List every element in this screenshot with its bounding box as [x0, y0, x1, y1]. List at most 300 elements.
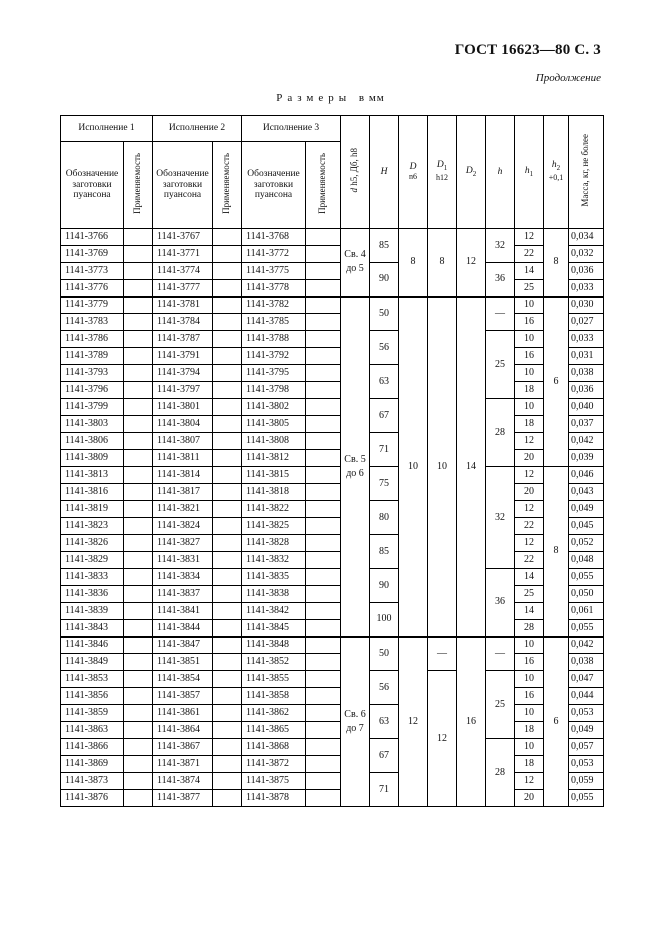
cell-code-ispolnenie-1: 1141-3776	[61, 280, 124, 297]
cell-mass: 0,055	[569, 569, 604, 586]
cell-code-ispolnenie-1: 1141-3829	[61, 552, 124, 569]
cell-primenyaemost-2	[213, 348, 242, 365]
cell-h: 90	[370, 569, 399, 603]
cell-mass: 0,057	[569, 739, 604, 756]
cell-primenyaemost-1	[124, 688, 153, 705]
cell-primenyaemost-1	[124, 654, 153, 671]
cell-code-ispolnenie-3: 1141-3825	[242, 518, 306, 535]
cell-h: 32	[486, 467, 515, 569]
cell-primenyaemost-1	[124, 314, 153, 331]
cell-h1: 12	[515, 467, 544, 484]
cell-code-ispolnenie-3: 1141-3875	[242, 773, 306, 790]
cell-code-ispolnenie-3: 1141-3775	[242, 263, 306, 280]
cell-primenyaemost-3	[306, 399, 341, 416]
cell-h: 56	[370, 331, 399, 365]
header-oboznachenie-1: Обозначение заготовки пуансона	[61, 142, 124, 229]
cell-primenyaemost-1	[124, 586, 153, 603]
cell-primenyaemost-1	[124, 416, 153, 433]
cell-mass: 0,047	[569, 671, 604, 688]
cell-mass: 0,055	[569, 620, 604, 637]
cell-code-ispolnenie-2: 1141-3817	[153, 484, 213, 501]
cell-d: 8	[399, 229, 428, 297]
header-D2-symbol: D	[465, 165, 473, 176]
cell-h1: 25	[515, 280, 544, 297]
cell-primenyaemost-3	[306, 314, 341, 331]
cell-code-ispolnenie-3: 1141-3812	[242, 450, 306, 467]
cell-code-ispolnenie-3: 1141-3848	[242, 637, 306, 654]
dimensions-caption-unit: в мм	[358, 92, 385, 104]
cell-primenyaemost-3	[306, 518, 341, 535]
cell-code-ispolnenie-2: 1141-3854	[153, 671, 213, 688]
cell-primenyaemost-2	[213, 484, 242, 501]
cell-code-ispolnenie-2: 1141-3847	[153, 637, 213, 654]
cell-mass: 0,032	[569, 246, 604, 263]
table-row	[61, 790, 604, 807]
cell-code-ispolnenie-2: 1141-3791	[153, 348, 213, 365]
header-h2	[544, 116, 569, 229]
cell-h: 36	[486, 569, 515, 637]
cell-code-ispolnenie-3: 1141-3772	[242, 246, 306, 263]
cell-primenyaemost-1	[124, 705, 153, 722]
cell-d: 10	[399, 297, 428, 637]
cell-code-ispolnenie-1: 1141-3809	[61, 450, 124, 467]
cell-h: 50	[370, 297, 399, 331]
header-ispolnenie-3: Исполнение 3	[242, 116, 341, 142]
cell-primenyaemost-1	[124, 433, 153, 450]
table-row	[61, 722, 604, 739]
cell-primenyaemost-2	[213, 535, 242, 552]
cell-code-ispolnenie-2: 1141-3767	[153, 229, 213, 246]
cell-h1: 10	[515, 331, 544, 348]
cell-h1: 20	[515, 484, 544, 501]
cell-mass: 0,030	[569, 297, 604, 314]
cell-code-ispolnenie-1: 1141-3856	[61, 688, 124, 705]
cell-h2: 6	[544, 637, 569, 807]
cell-primenyaemost-2	[213, 739, 242, 756]
cell-h: 67	[370, 399, 399, 433]
header-d-symbol: d	[349, 188, 360, 193]
cell-h: 56	[370, 671, 399, 705]
cell-h2: 8	[544, 467, 569, 637]
cell-code-ispolnenie-2: 1141-3824	[153, 518, 213, 535]
cell-code-ispolnenie-2: 1141-3774	[153, 263, 213, 280]
cell-primenyaemost-3	[306, 535, 341, 552]
cell-primenyaemost-2	[213, 773, 242, 790]
header-D1-symbol: D	[436, 160, 444, 171]
cell-code-ispolnenie-3: 1141-3862	[242, 705, 306, 722]
cell-h1: 10	[515, 739, 544, 756]
cell-h: 25	[486, 671, 515, 739]
cell-h: 28	[486, 399, 515, 467]
cell-primenyaemost-1	[124, 739, 153, 756]
cell-primenyaemost-1	[124, 399, 153, 416]
cell-primenyaemost-2	[213, 246, 242, 263]
header-h2-sub: 2	[556, 164, 561, 173]
cell-code-ispolnenie-3: 1141-3868	[242, 739, 306, 756]
cell-primenyaemost-3	[306, 671, 341, 688]
cell-primenyaemost-2	[213, 637, 242, 654]
cell-h1: 10	[515, 399, 544, 416]
cell-code-ispolnenie-1: 1141-3863	[61, 722, 124, 739]
cell-primenyaemost-2	[213, 365, 242, 382]
cell-d: Св. 4 до 5	[341, 229, 370, 297]
cell-code-ispolnenie-1: 1141-3803	[61, 416, 124, 433]
cell-h1: 12	[515, 229, 544, 246]
header-h2-symbol: h	[551, 160, 557, 171]
cell-code-ispolnenie-3: 1141-3852	[242, 654, 306, 671]
table-row	[61, 552, 604, 569]
cell-h1: 16	[515, 348, 544, 365]
cell-h1: 10	[515, 365, 544, 382]
cell-primenyaemost-3	[306, 331, 341, 348]
cell-code-ispolnenie-3: 1141-3778	[242, 280, 306, 297]
cell-primenyaemost-3	[306, 280, 341, 297]
cell-code-ispolnenie-3: 1141-3828	[242, 535, 306, 552]
cell-code-ispolnenie-1: 1141-3869	[61, 756, 124, 773]
cell-code-ispolnenie-3: 1141-3855	[242, 671, 306, 688]
cell-code-ispolnenie-2: 1141-3831	[153, 552, 213, 569]
cell-mass: 0,042	[569, 637, 604, 654]
cell-code-ispolnenie-1: 1141-3876	[61, 790, 124, 807]
cell-code-ispolnenie-2: 1141-3814	[153, 467, 213, 484]
cell-h: 63	[370, 705, 399, 739]
cell-primenyaemost-1	[124, 501, 153, 518]
cell-h: 63	[370, 365, 399, 399]
table-row	[61, 671, 604, 688]
cell-primenyaemost-3	[306, 501, 341, 518]
cell-code-ispolnenie-1: 1141-3853	[61, 671, 124, 688]
header-D-tol: n6	[409, 172, 417, 181]
cell-primenyaemost-2	[213, 569, 242, 586]
cell-primenyaemost-2	[213, 688, 242, 705]
cell-code-ispolnenie-1: 1141-3826	[61, 535, 124, 552]
cell-primenyaemost-2	[213, 756, 242, 773]
cell-code-ispolnenie-2: 1141-3837	[153, 586, 213, 603]
cell-d1: 12	[428, 671, 457, 807]
cell-h1: 10	[515, 297, 544, 314]
cell-mass: 0,031	[569, 348, 604, 365]
cell-primenyaemost-2	[213, 620, 242, 637]
cell-code-ispolnenie-1: 1141-3846	[61, 637, 124, 654]
cell-d1: 10	[428, 297, 457, 637]
cell-code-ispolnenie-1: 1141-3779	[61, 297, 124, 314]
cell-primenyaemost-3	[306, 229, 341, 246]
cell-code-ispolnenie-2: 1141-3781	[153, 297, 213, 314]
cell-h1: 12	[515, 535, 544, 552]
header-h2-tol: +0,1	[548, 173, 564, 183]
cell-primenyaemost-1	[124, 790, 153, 807]
cell-primenyaemost-1	[124, 450, 153, 467]
cell-mass: 0,053	[569, 705, 604, 722]
cell-mass: 0,038	[569, 654, 604, 671]
cell-primenyaemost-2	[213, 433, 242, 450]
cell-h1: 25	[515, 586, 544, 603]
cell-primenyaemost-3	[306, 688, 341, 705]
cell-code-ispolnenie-3: 1141-3805	[242, 416, 306, 433]
cell-code-ispolnenie-1: 1141-3833	[61, 569, 124, 586]
dimensions-caption	[0, 92, 661, 104]
cell-code-ispolnenie-2: 1141-3834	[153, 569, 213, 586]
cell-h: 85	[370, 535, 399, 569]
cell-code-ispolnenie-3: 1141-3768	[242, 229, 306, 246]
cell-mass: 0,050	[569, 586, 604, 603]
cell-primenyaemost-3	[306, 620, 341, 637]
cell-code-ispolnenie-3: 1141-3798	[242, 382, 306, 399]
table-body	[61, 229, 604, 807]
cell-code-ispolnenie-3: 1141-3785	[242, 314, 306, 331]
cell-h: —	[486, 637, 515, 671]
cell-mass: 0,036	[569, 263, 604, 280]
table-row	[61, 484, 604, 501]
cell-primenyaemost-3	[306, 773, 341, 790]
cell-h1: 16	[515, 688, 544, 705]
cell-primenyaemost-1	[124, 722, 153, 739]
cell-code-ispolnenie-2: 1141-3841	[153, 603, 213, 620]
cell-h1: 18	[515, 416, 544, 433]
table-row	[61, 433, 604, 450]
cell-h: —	[486, 297, 515, 331]
cell-primenyaemost-2	[213, 552, 242, 569]
cell-code-ispolnenie-2: 1141-3784	[153, 314, 213, 331]
cell-mass: 0,055	[569, 790, 604, 807]
cell-code-ispolnenie-2: 1141-3801	[153, 399, 213, 416]
table-row	[61, 246, 604, 263]
cell-d2: 16	[457, 637, 486, 807]
cell-code-ispolnenie-2: 1141-3787	[153, 331, 213, 348]
cell-d: Св. 6 до 7	[341, 637, 370, 807]
cell-h1: 14	[515, 263, 544, 280]
cell-primenyaemost-1	[124, 297, 153, 314]
cell-primenyaemost-2	[213, 603, 242, 620]
table-row	[61, 654, 604, 671]
header-oboznachenie-3: Обозначение заготовки пуансона	[242, 142, 306, 229]
header-D2	[457, 116, 486, 229]
cell-primenyaemost-1	[124, 603, 153, 620]
cell-primenyaemost-3	[306, 790, 341, 807]
cell-code-ispolnenie-3: 1141-3845	[242, 620, 306, 637]
cell-primenyaemost-1	[124, 331, 153, 348]
table-row	[61, 229, 604, 246]
cell-code-ispolnenie-3: 1141-3815	[242, 467, 306, 484]
cell-code-ispolnenie-1: 1141-3773	[61, 263, 124, 280]
cell-code-ispolnenie-1: 1141-3866	[61, 739, 124, 756]
header-h1	[515, 116, 544, 229]
cell-code-ispolnenie-1: 1141-3873	[61, 773, 124, 790]
cell-primenyaemost-2	[213, 450, 242, 467]
cell-h2: 8	[544, 229, 569, 297]
cell-primenyaemost-1	[124, 280, 153, 297]
cell-primenyaemost-1	[124, 467, 153, 484]
table-row	[61, 756, 604, 773]
cell-primenyaemost-1	[124, 263, 153, 280]
cell-h: 67	[370, 739, 399, 773]
cell-h: 100	[370, 603, 399, 637]
cell-d2: 12	[457, 229, 486, 297]
cell-primenyaemost-2	[213, 518, 242, 535]
header-D-symbol: D	[409, 161, 417, 172]
table-row	[61, 280, 604, 297]
cell-code-ispolnenie-2: 1141-3797	[153, 382, 213, 399]
cell-mass: 0,039	[569, 450, 604, 467]
header-D	[399, 116, 428, 229]
cell-primenyaemost-2	[213, 654, 242, 671]
cell-primenyaemost-1	[124, 620, 153, 637]
cell-code-ispolnenie-1: 1141-3839	[61, 603, 124, 620]
cell-code-ispolnenie-1: 1141-3859	[61, 705, 124, 722]
cell-h1: 18	[515, 382, 544, 399]
cell-code-ispolnenie-3: 1141-3858	[242, 688, 306, 705]
cell-primenyaemost-2	[213, 501, 242, 518]
table-row	[61, 365, 604, 382]
cell-code-ispolnenie-2: 1141-3861	[153, 705, 213, 722]
cell-primenyaemost-1	[124, 552, 153, 569]
cell-h: 25	[486, 331, 515, 399]
cell-code-ispolnenie-1: 1141-3796	[61, 382, 124, 399]
dimensions-caption-main: Размеры	[276, 92, 352, 104]
cell-primenyaemost-3	[306, 246, 341, 263]
cell-mass: 0,036	[569, 382, 604, 399]
cell-primenyaemost-1	[124, 535, 153, 552]
cell-primenyaemost-3	[306, 382, 341, 399]
header-H: H	[370, 116, 399, 229]
cell-code-ispolnenie-1: 1141-3823	[61, 518, 124, 535]
header-primenyaemost-2: Применяемость	[213, 142, 242, 229]
cell-code-ispolnenie-1: 1141-3806	[61, 433, 124, 450]
header-ispolnenie-1: Исполнение 1	[61, 116, 153, 142]
cell-h1: 20	[515, 450, 544, 467]
cell-primenyaemost-3	[306, 433, 341, 450]
cell-h1: 12	[515, 433, 544, 450]
cell-primenyaemost-3	[306, 450, 341, 467]
cell-h1: 22	[515, 518, 544, 535]
cell-primenyaemost-2	[213, 399, 242, 416]
cell-code-ispolnenie-1: 1141-3799	[61, 399, 124, 416]
table-row	[61, 467, 604, 484]
cell-code-ispolnenie-3: 1141-3792	[242, 348, 306, 365]
cell-h: 85	[370, 229, 399, 263]
cell-primenyaemost-2	[213, 280, 242, 297]
header-ispolnenie-2: Исполнение 2	[153, 116, 242, 142]
header-primenyaemost-1: Применяемость	[124, 142, 153, 229]
cell-primenyaemost-2	[213, 705, 242, 722]
table-row	[61, 620, 604, 637]
table-row	[61, 297, 604, 314]
continuation-label: Продолжение	[535, 72, 601, 84]
cell-primenyaemost-3	[306, 756, 341, 773]
cell-h1: 14	[515, 569, 544, 586]
cell-primenyaemost-2	[213, 586, 242, 603]
cell-code-ispolnenie-2: 1141-3857	[153, 688, 213, 705]
cell-code-ispolnenie-3: 1141-3782	[242, 297, 306, 314]
cell-primenyaemost-1	[124, 348, 153, 365]
cell-code-ispolnenie-2: 1141-3867	[153, 739, 213, 756]
cell-code-ispolnenie-1: 1141-3816	[61, 484, 124, 501]
cell-primenyaemost-1	[124, 382, 153, 399]
cell-h1: 20	[515, 790, 544, 807]
cell-primenyaemost-3	[306, 365, 341, 382]
page-header: ГОСТ 16623—80 С. 3	[454, 42, 601, 58]
cell-code-ispolnenie-3: 1141-3788	[242, 331, 306, 348]
cell-code-ispolnenie-1: 1141-3793	[61, 365, 124, 382]
cell-code-ispolnenie-1: 1141-3789	[61, 348, 124, 365]
header-h1-symbol: h	[524, 165, 530, 176]
cell-mass: 0,046	[569, 467, 604, 484]
cell-h: 71	[370, 433, 399, 467]
cell-code-ispolnenie-2: 1141-3877	[153, 790, 213, 807]
cell-h: 50	[370, 637, 399, 671]
cell-mass: 0,053	[569, 756, 604, 773]
cell-mass: 0,061	[569, 603, 604, 620]
cell-code-ispolnenie-2: 1141-3851	[153, 654, 213, 671]
header-D2-sub: 2	[472, 169, 477, 178]
table-row	[61, 263, 604, 280]
cell-code-ispolnenie-3: 1141-3822	[242, 501, 306, 518]
cell-h1: 10	[515, 671, 544, 688]
table-row	[61, 773, 604, 790]
cell-mass: 0,043	[569, 484, 604, 501]
cell-primenyaemost-3	[306, 569, 341, 586]
header-d	[341, 116, 370, 229]
cell-primenyaemost-3	[306, 603, 341, 620]
cell-primenyaemost-3	[306, 348, 341, 365]
cell-code-ispolnenie-1: 1141-3786	[61, 331, 124, 348]
cell-d1: —	[428, 637, 457, 671]
cell-code-ispolnenie-1: 1141-3836	[61, 586, 124, 603]
cell-code-ispolnenie-3: 1141-3865	[242, 722, 306, 739]
cell-primenyaemost-2	[213, 314, 242, 331]
header-oboznachenie-2: Обозначение заготовки пуансона	[153, 142, 213, 229]
cell-code-ispolnenie-3: 1141-3802	[242, 399, 306, 416]
table-row	[61, 586, 604, 603]
cell-code-ispolnenie-3: 1141-3878	[242, 790, 306, 807]
cell-code-ispolnenie-1: 1141-3849	[61, 654, 124, 671]
cell-code-ispolnenie-3: 1141-3818	[242, 484, 306, 501]
cell-primenyaemost-3	[306, 484, 341, 501]
cell-code-ispolnenie-3: 1141-3835	[242, 569, 306, 586]
cell-code-ispolnenie-2: 1141-3871	[153, 756, 213, 773]
cell-code-ispolnenie-3: 1141-3838	[242, 586, 306, 603]
cell-code-ispolnenie-2: 1141-3777	[153, 280, 213, 297]
cell-mass: 0,037	[569, 416, 604, 433]
cell-mass: 0,048	[569, 552, 604, 569]
cell-primenyaemost-1	[124, 671, 153, 688]
cell-mass: 0,027	[569, 314, 604, 331]
cell-h1: 16	[515, 314, 544, 331]
cell-d: 12	[399, 637, 428, 807]
cell-primenyaemost-1	[124, 484, 153, 501]
header-h1-sub: 1	[529, 169, 534, 178]
table-row	[61, 399, 604, 416]
cell-primenyaemost-3	[306, 416, 341, 433]
cell-h: 75	[370, 467, 399, 501]
dimensions-table	[60, 115, 604, 807]
cell-primenyaemost-1	[124, 773, 153, 790]
header-primenyaemost-3: Применяемость	[306, 142, 341, 229]
cell-code-ispolnenie-1: 1141-3769	[61, 246, 124, 263]
cell-mass: 0,045	[569, 518, 604, 535]
header-mass: Масса, кг, не более	[569, 116, 604, 229]
cell-primenyaemost-3	[306, 467, 341, 484]
cell-h1: 12	[515, 501, 544, 518]
cell-primenyaemost-2	[213, 263, 242, 280]
cell-mass: 0,034	[569, 229, 604, 246]
cell-h1: 12	[515, 773, 544, 790]
cell-primenyaemost-1	[124, 518, 153, 535]
cell-primenyaemost-2	[213, 331, 242, 348]
header-h: h	[486, 116, 515, 229]
cell-primenyaemost-3	[306, 722, 341, 739]
table-row	[61, 450, 604, 467]
